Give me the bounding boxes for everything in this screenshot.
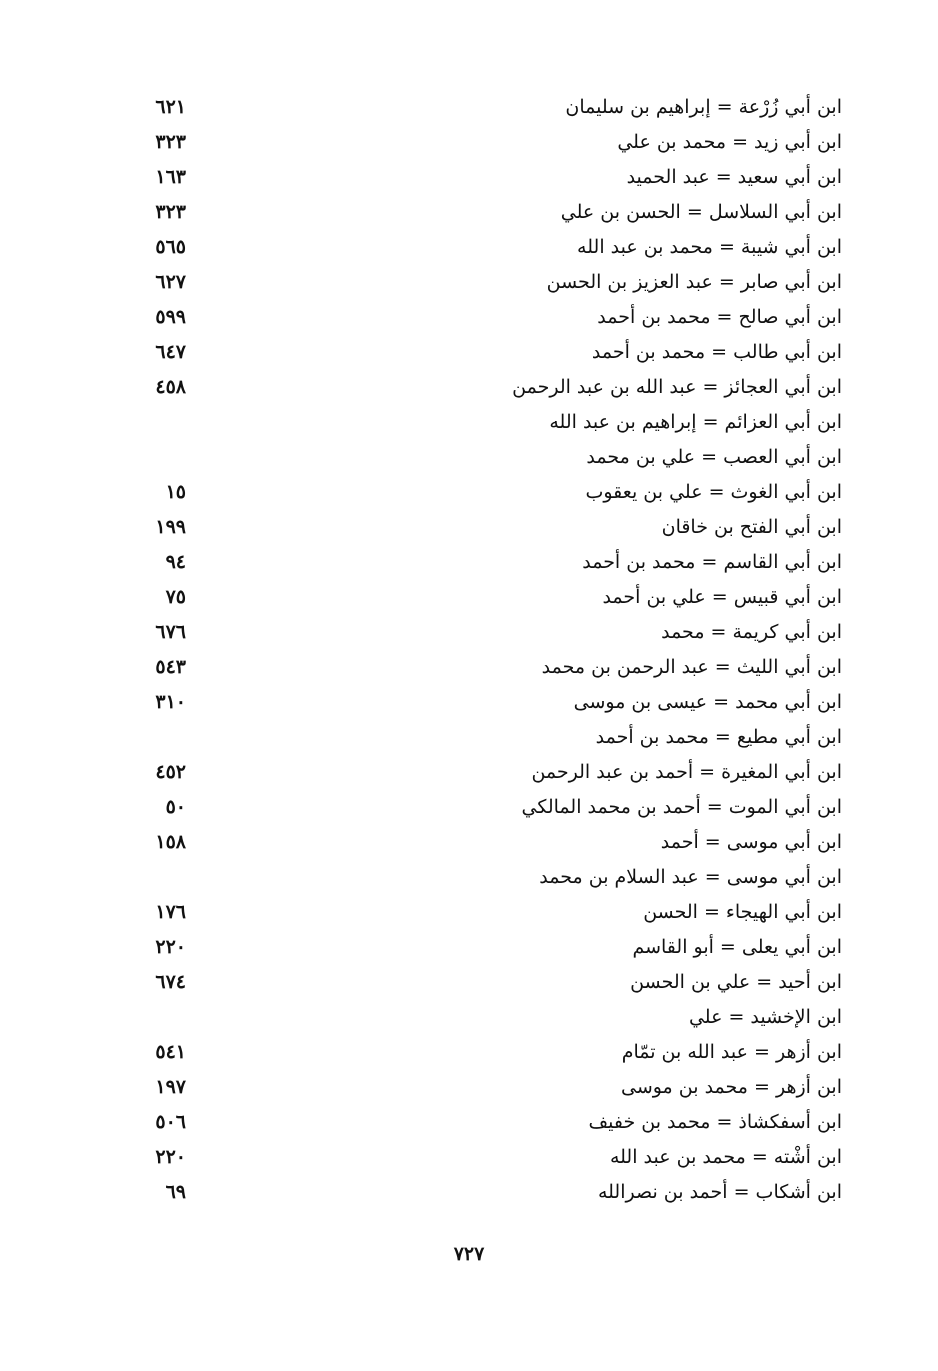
entry-page-ref: ٢٢٠ bbox=[155, 936, 186, 958]
entry-name: ابن أبي سعيد = عبد الحميد bbox=[626, 166, 842, 188]
entry-name: ابن أبي الغوث = علي بن يعقوب bbox=[585, 481, 842, 503]
index-entry bbox=[130, 685, 842, 720]
index-entry bbox=[130, 125, 842, 160]
entry-name: ابن الإخشيد = علي bbox=[688, 1006, 842, 1028]
entry-name: ابن أشْته = محمد بن عبد الله bbox=[609, 1146, 842, 1168]
entry-page-ref: ٢٢٠ bbox=[155, 1146, 186, 1168]
entry-page-ref: ٥٩٩ bbox=[155, 306, 186, 328]
index-entry bbox=[130, 1105, 842, 1140]
entry-page-ref: ٦٤٧ bbox=[155, 341, 186, 363]
index-entry bbox=[130, 545, 842, 580]
entry-name: ابن أبي المغيرة = أحمد بن عبد الرحمن bbox=[531, 761, 842, 783]
entry-name: ابن أشكاب = أحمد بن نصرالله bbox=[597, 1181, 842, 1203]
entry-name: ابن أبي محمد = عيسى بن موسى bbox=[573, 691, 842, 713]
entry-page-ref: ٥٤١ bbox=[155, 1041, 186, 1063]
entry-page-ref: ٧٥ bbox=[165, 586, 186, 608]
entry-name: ابن أزهر = محمد بن موسى bbox=[620, 1076, 842, 1098]
entry-page-ref: ١٥٨ bbox=[155, 831, 186, 853]
entry-name: ابن أبي السلاسل = الحسن بن علي bbox=[560, 201, 842, 223]
index-entry bbox=[130, 230, 842, 265]
entry-name: ابن أبي العصب = علي بن محمد bbox=[586, 446, 842, 468]
index-entry bbox=[130, 615, 842, 650]
entry-name: ابن أبي زيد = محمد بن علي bbox=[617, 131, 842, 153]
entry-name: ابن أبي شيبة = محمد بن عبد الله bbox=[577, 236, 842, 258]
entry-name: ابن أبي العزائم = إبراهيم بن عبد الله bbox=[549, 411, 842, 433]
entry-page-ref: ٤٥٢ bbox=[155, 761, 186, 783]
index-entry bbox=[130, 790, 842, 825]
index-entry bbox=[130, 510, 842, 545]
entry-page-ref: ٤٥٨ bbox=[155, 376, 186, 398]
entry-page-ref: ٥٦٥ bbox=[155, 236, 186, 258]
entry-name: ابن أبي الهيجاء = الحسن bbox=[643, 901, 842, 923]
entry-name: ابن أبي القاسم = محمد بن أحمد bbox=[582, 551, 842, 573]
entry-name: ابن أبي زُرْعة = إبراهيم بن سليمان bbox=[565, 96, 842, 118]
index-entry bbox=[130, 930, 842, 965]
entry-name: ابن أبي موسى = عبد السلام بن محمد bbox=[539, 866, 842, 888]
entry-name: ابن أبي طالب = محمد بن أحمد bbox=[591, 341, 842, 363]
entry-page-ref: ٦٩ bbox=[165, 1181, 186, 1203]
entry-page-ref: ٥٠٦ bbox=[155, 1111, 186, 1133]
entry-name: ابن أبي صالح = محمد بن أحمد bbox=[597, 306, 842, 328]
entry-page-ref: ١٩٧ bbox=[155, 1076, 186, 1098]
index-entry bbox=[130, 895, 842, 930]
index-entry bbox=[130, 580, 842, 615]
index-entry bbox=[130, 335, 842, 370]
entry-page-ref: ٥٠ bbox=[165, 796, 186, 818]
entry-name: ابن أبي كريمة = محمد bbox=[661, 621, 842, 643]
index-entry bbox=[130, 1140, 842, 1175]
entry-name: ابن أبي العجائز = عبد الله بن عبد الرحمن bbox=[512, 376, 842, 398]
index-entry bbox=[130, 860, 842, 895]
entry-name: ابن أبي الليث = عبد الرحمن بن محمد bbox=[541, 656, 842, 678]
index-entry bbox=[130, 720, 842, 755]
entry-page-ref: ٦٧٦ bbox=[155, 621, 186, 643]
entry-page-ref: ٣١٠ bbox=[155, 691, 186, 713]
index-entry bbox=[130, 195, 842, 230]
entry-name: ابن أبي موسى = أحمد bbox=[660, 831, 842, 853]
entry-page-ref: ٦٢١ bbox=[155, 96, 186, 118]
index-entry bbox=[130, 825, 842, 860]
index-entry bbox=[130, 965, 842, 1000]
index-entry bbox=[130, 405, 842, 440]
entry-name: ابن أحيد = علي بن الحسن bbox=[630, 971, 842, 993]
entry-name: ابن أزهر = عبد الله بن تمّام bbox=[621, 1041, 842, 1063]
entry-page-ref: ٣٢٣ bbox=[155, 201, 186, 223]
entry-page-ref: ٣٢٣ bbox=[155, 131, 186, 153]
entry-name: ابن أبي يعلى = أبو القاسم bbox=[632, 936, 842, 958]
entry-name: ابن أبي قبيس = علي بن أحمد bbox=[602, 586, 842, 608]
name-index-list bbox=[130, 90, 842, 1210]
index-entry bbox=[130, 650, 842, 685]
index-entry bbox=[130, 440, 842, 475]
entry-page-ref: ١٥ bbox=[165, 481, 186, 503]
entry-name: ابن أسفكشاذ = محمد بن خفيف bbox=[588, 1111, 842, 1133]
entry-page-ref: ٦٧٤ bbox=[155, 971, 186, 993]
entry-name: ابن أبي مطيع = محمد بن أحمد bbox=[595, 726, 842, 748]
index-entry bbox=[130, 1070, 842, 1105]
index-entry bbox=[130, 300, 842, 335]
entry-page-ref: ٥٤٣ bbox=[155, 656, 186, 678]
entry-name: ابن أبي صابر = عبد العزيز بن الحسن bbox=[546, 271, 842, 293]
index-entry bbox=[130, 475, 842, 510]
entry-name: ابن أبي الموت = أحمد بن محمد المالكي bbox=[521, 796, 842, 818]
entry-page-ref: ١٩٩ bbox=[155, 516, 186, 538]
index-entry bbox=[130, 1035, 842, 1070]
index-entry bbox=[130, 265, 842, 300]
entry-page-ref: ٦٢٧ bbox=[155, 271, 186, 293]
index-entry bbox=[130, 1000, 842, 1035]
index-entry bbox=[130, 90, 842, 125]
entry-name: ابن أبي الفتح بن خاقان bbox=[661, 516, 842, 538]
entry-page-ref: ١٦٣ bbox=[155, 166, 186, 188]
page-number: ٧٢٧ bbox=[453, 1243, 485, 1265]
index-entry bbox=[130, 370, 842, 405]
index-entry bbox=[130, 755, 842, 790]
entry-page-ref: ١٧٦ bbox=[155, 901, 186, 923]
index-entry bbox=[130, 1175, 842, 1210]
entry-page-ref: ٩٤ bbox=[165, 551, 186, 573]
index-entry bbox=[130, 160, 842, 195]
